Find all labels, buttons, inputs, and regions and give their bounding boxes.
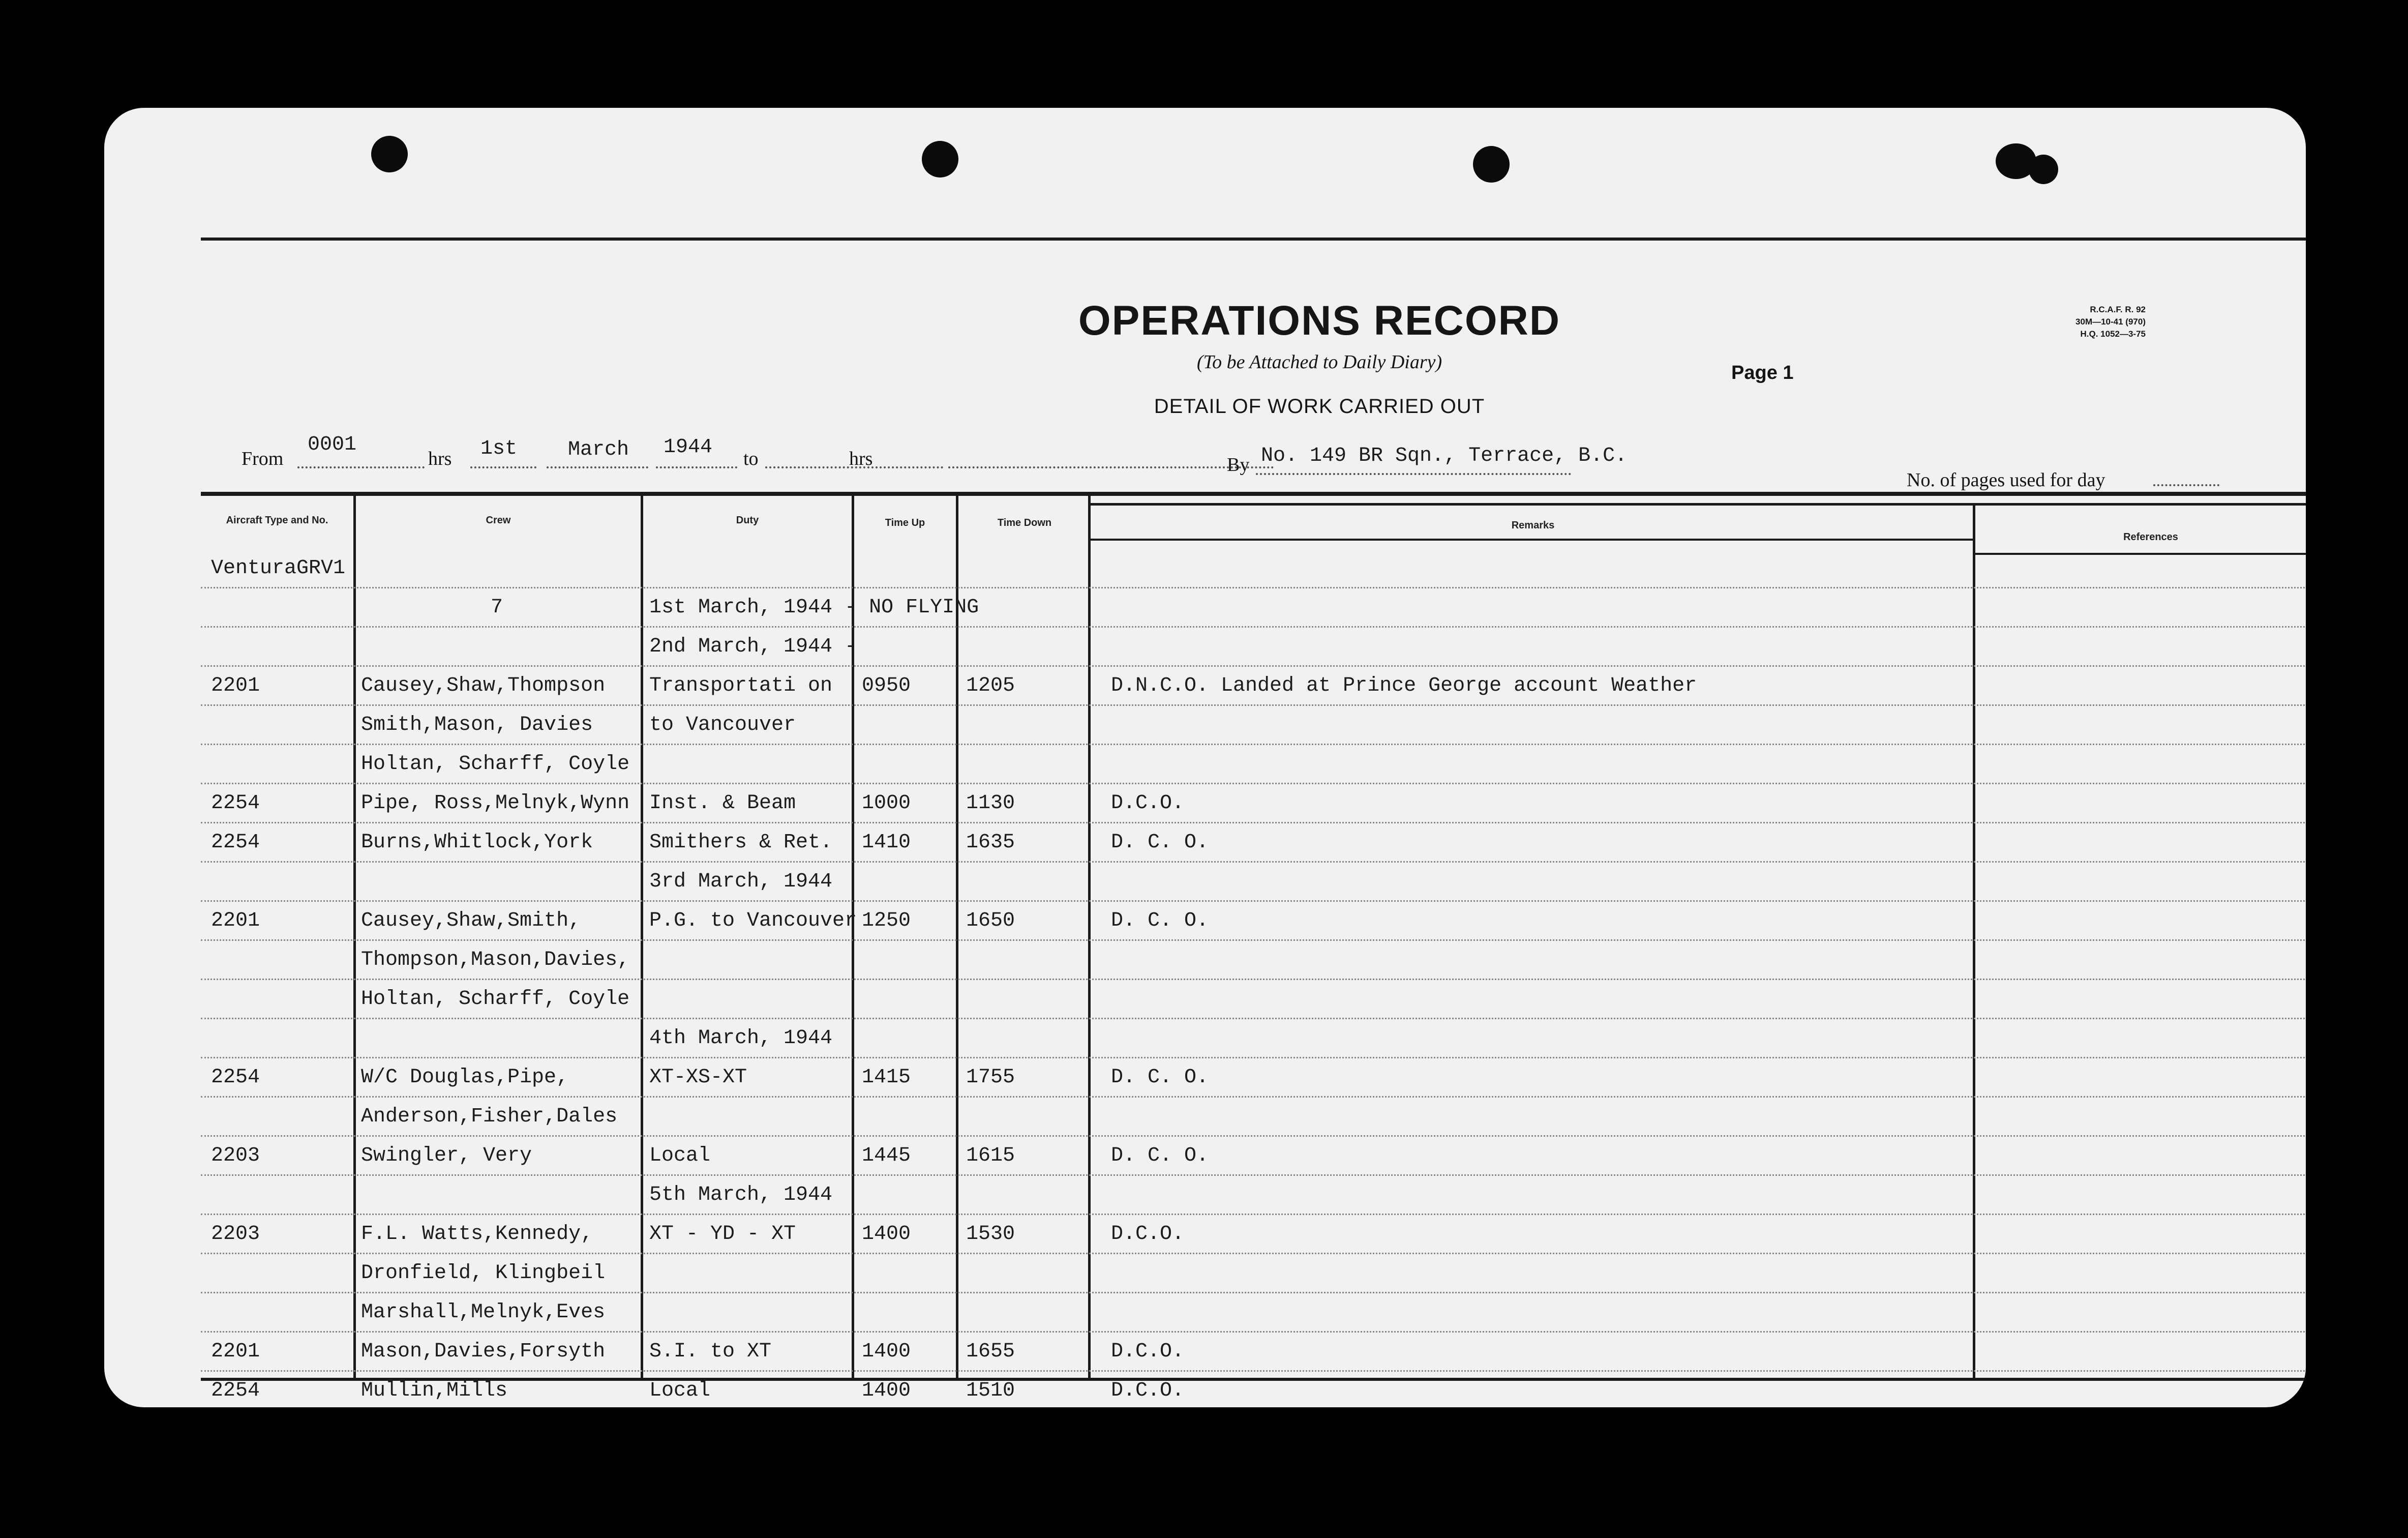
punch-hole [1473, 146, 1510, 183]
time-down-cell: 1650 [966, 909, 1015, 932]
time-up-cell: 1400 [862, 1379, 911, 1402]
time-down-cell: 1510 [966, 1379, 1015, 1402]
time-up-cell: 1445 [862, 1144, 911, 1167]
crew-cell: F.L. Watts,Kennedy, [361, 1223, 593, 1246]
duty-cell: 5th March, 1944 [649, 1184, 833, 1206]
col-header-time-up: Time Up [885, 517, 925, 528]
remarks-cell: D. C. O. [1111, 1144, 1209, 1167]
row-ruling [201, 1174, 2306, 1176]
time-down-cell: 1530 [966, 1223, 1015, 1246]
table-row [201, 1375, 2306, 1407]
row-ruling [201, 822, 2306, 823]
row-ruling [201, 1292, 2306, 1293]
duty-cell: to Vancouver [649, 714, 796, 736]
form-code-line: H.Q. 1052—3-75 [2080, 329, 2146, 339]
duty-cell: 1st March, 1944 - NO FLYING [649, 596, 979, 619]
table-row [201, 788, 2306, 827]
aircraft-cell: 2254 [211, 831, 260, 854]
time-up-cell: 1400 [862, 1223, 911, 1246]
duty-cell: P.G. to Vancouver [649, 909, 857, 932]
table-row [201, 631, 2306, 670]
table-row [201, 984, 2306, 1023]
crew-cell: Marshall,Melnyk,Eves [361, 1301, 606, 1324]
from-month: March [568, 438, 629, 461]
time-down-cell: 1755 [966, 1066, 1015, 1089]
remarks-cell: D. C. O. [1111, 1066, 1209, 1089]
crew-cell: Pipe, Ross,Melnyk,Wynn [361, 792, 630, 815]
form-code-line: 30M—10-41 (970) [2075, 317, 2146, 327]
table-top-rule-2 [1091, 503, 2306, 506]
crew-cell: W/C Douglas,Pipe, [361, 1066, 569, 1089]
punch-hole [371, 136, 408, 172]
table-row [201, 1140, 2306, 1179]
duty-cell: Local [649, 1144, 711, 1167]
pages-used-underline [2153, 484, 2219, 486]
by-label: By [1227, 454, 1250, 476]
table-row [201, 1219, 2306, 1258]
aircraft-cell: 2254 [211, 1066, 260, 1089]
year-underline [656, 466, 737, 468]
remarks-cell: D. C. O. [1111, 909, 1209, 932]
duty-cell: 2nd March, 1944 - [649, 635, 857, 658]
pages-used-label: No. of pages used for day [1907, 469, 2105, 491]
time-down-cell: 1205 [966, 674, 1015, 697]
table-row [201, 1258, 2306, 1297]
row-ruling [201, 900, 2306, 902]
crew-cell: Mullin,Mills [361, 1379, 508, 1402]
crew-cell: Burns,Whitlock,York [361, 831, 593, 854]
time-up-cell: 1415 [862, 1066, 911, 1089]
time-up-cell: 1400 [862, 1340, 911, 1363]
row-ruling [201, 861, 2306, 863]
row-ruling [201, 587, 2306, 588]
page-number: Page 1 [1731, 362, 1794, 383]
crew-cell: Thompson,Mason,Davies, [361, 949, 630, 971]
crew-cell: Swingler, Very [361, 1144, 532, 1167]
row-ruling [201, 783, 2306, 784]
crew-cell: Smith,Mason, Davies [361, 714, 593, 736]
row-ruling [201, 626, 2306, 628]
row-ruling [201, 1214, 2306, 1215]
table-row [201, 1179, 2306, 1219]
header-bottom-rule [1091, 539, 1975, 541]
record-card [104, 108, 2306, 1407]
aircraft-cell: 2201 [211, 1340, 260, 1363]
col-header-crew: Crew [486, 515, 511, 526]
top-rule [201, 238, 2306, 241]
month-underline [547, 466, 648, 468]
crew-cell: Anderson,Fisher,Dales [361, 1105, 618, 1128]
crew-cell: Holtan, Scharff, Coyle [361, 753, 630, 776]
remarks-cell: D. C. O. [1111, 831, 1209, 854]
page-title: OPERATIONS RECORD [1078, 298, 1561, 344]
aircraft-cell: 2203 [211, 1144, 260, 1167]
duty-cell: XT - YD - XT [649, 1223, 796, 1246]
table-row [201, 905, 2306, 944]
aircraft-cell: 2254 [211, 792, 260, 815]
table-row [201, 592, 2306, 631]
row-ruling [201, 1096, 2306, 1098]
duty-cell: Smithers & Ret. [649, 831, 833, 854]
row-ruling [201, 1253, 2306, 1254]
punch-hole [2029, 155, 2058, 184]
remarks-cell: D.C.O. [1111, 1340, 1185, 1363]
crew-cell: Causey,Shaw,Thompson [361, 674, 606, 697]
row-ruling [201, 939, 2306, 941]
row-ruling [201, 1370, 2306, 1372]
from-day: 1st [480, 437, 518, 460]
unit-name: No. 149 BR Sqn., Terrace, B.C. [1261, 445, 1628, 467]
remarks-cell: D.C.O. [1111, 1223, 1185, 1246]
hrs-label-2: hrs [849, 448, 873, 469]
from-time-underline [297, 466, 425, 468]
duty-cell: XT-XS-XT [649, 1066, 747, 1089]
table-row [201, 1297, 2306, 1336]
duty-cell: 4th March, 1944 [649, 1027, 833, 1050]
from-time: 0001 [308, 433, 357, 456]
time-down-cell: 1615 [966, 1144, 1015, 1167]
time-up-cell: 1250 [862, 909, 911, 932]
table-row [201, 749, 2306, 788]
time-down-cell: 1130 [966, 792, 1015, 815]
remarks-cell: D.C.O. [1111, 792, 1185, 815]
table-row [201, 1062, 2306, 1101]
table-row [201, 670, 2306, 709]
crew-cell: Causey,Shaw,Smith, [361, 909, 581, 932]
table-row [201, 553, 2306, 592]
form-code-line: R.C.A.F. R. 92 [2090, 305, 2146, 314]
table-row [201, 709, 2306, 749]
day-underline [470, 466, 536, 468]
operations-table [201, 492, 2306, 1402]
col-header-remarks: Remarks [1511, 520, 1555, 531]
col-header-duty: Duty [736, 515, 759, 526]
col-header-time-down: Time Down [997, 517, 1052, 528]
aircraft-cell: 2201 [211, 674, 260, 697]
duty-cell: 3rd March, 1944 [649, 870, 833, 893]
duty-cell: Inst. & Beam [649, 792, 796, 815]
duty-cell: S.I. to XT [649, 1340, 772, 1363]
table-row [201, 1023, 2306, 1062]
crew-cell: Dronfield, Klingbeil [361, 1262, 606, 1285]
col-header-references: References [2123, 531, 2178, 543]
row-ruling [201, 1135, 2306, 1137]
time-down-cell: 1655 [966, 1340, 1015, 1363]
aircraft-cell: 2254 [211, 1379, 260, 1402]
col-header-aircraft: Aircraft Type and No. [226, 515, 328, 526]
row-ruling [201, 1331, 2306, 1333]
table-row [201, 866, 2306, 905]
table-top-rule [201, 492, 2306, 496]
crew-cell: 7 [491, 596, 503, 619]
time-down-cell: 1635 [966, 831, 1015, 854]
hrs-label: hrs [428, 448, 452, 469]
remarks-cell: D.C.O. [1111, 1379, 1185, 1402]
time-up-cell: 1000 [862, 792, 911, 815]
table-row [201, 1101, 2306, 1140]
to-date-underline [948, 466, 1274, 468]
unit-underline [1256, 473, 1571, 475]
row-ruling [201, 979, 2306, 980]
table-row [201, 827, 2306, 866]
crew-cell: Mason,Davies,Forsyth [361, 1340, 606, 1363]
page-subtitle: (To be Attached to Daily Diary) [1196, 351, 1442, 373]
aircraft-cell: 2203 [211, 1223, 260, 1246]
row-ruling [201, 744, 2306, 745]
table-row [201, 944, 2306, 984]
time-up-cell: 1410 [862, 831, 911, 854]
from-year: 1944 [664, 436, 713, 459]
aircraft-cell: VenturaGRV1 [211, 557, 346, 580]
duty-cell: Local [649, 1379, 711, 1402]
time-up-cell: 0950 [862, 674, 911, 697]
row-ruling [201, 704, 2306, 706]
punch-hole [922, 141, 958, 178]
form-code [2075, 304, 2146, 340]
remarks-cell: D.N.C.O. Landed at Prince George account Weather [1111, 674, 1697, 697]
duty-cell: Transportati on [649, 674, 833, 697]
table-row [201, 1336, 2306, 1375]
row-ruling [201, 1018, 2306, 1019]
row-ruling [201, 1057, 2306, 1058]
from-label: From [242, 448, 284, 469]
aircraft-cell: 2201 [211, 909, 260, 932]
crew-cell: Holtan, Scharff, Coyle [361, 988, 630, 1011]
to-label: to [743, 448, 759, 469]
row-ruling [201, 665, 2306, 667]
detail-heading: DETAIL OF WORK CARRIED OUT [1154, 395, 1485, 418]
